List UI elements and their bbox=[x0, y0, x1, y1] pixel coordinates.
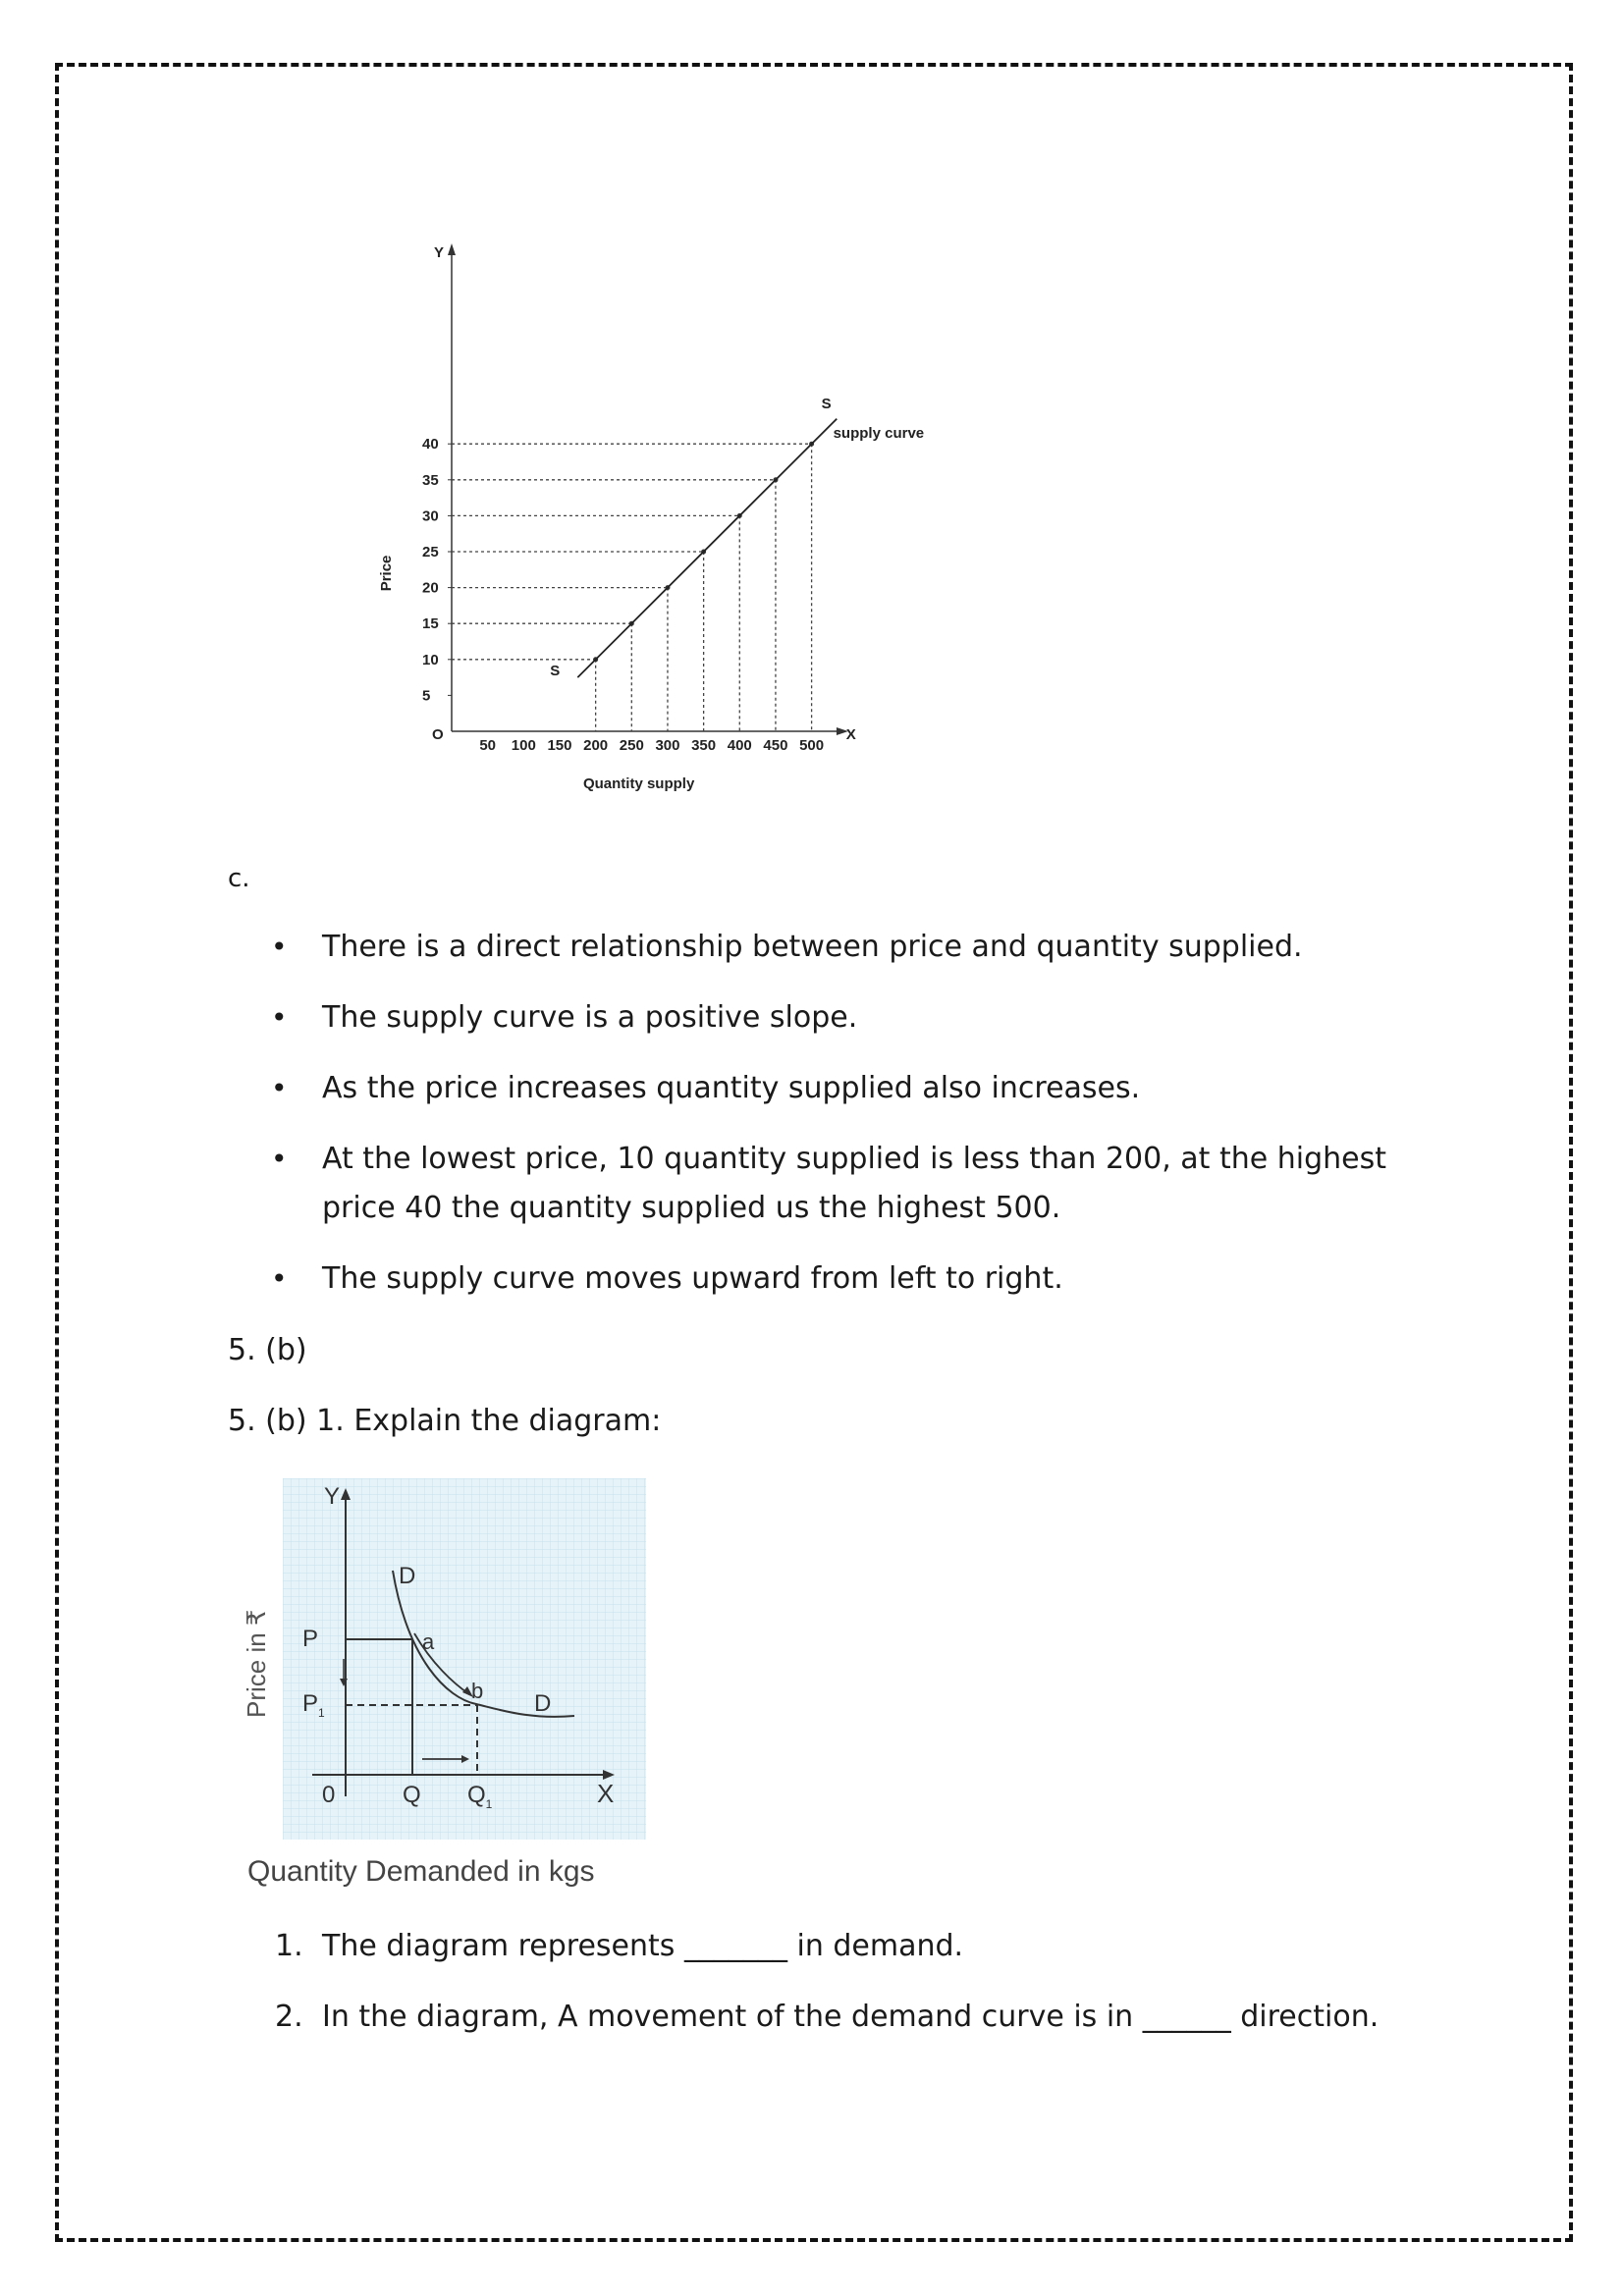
demand-y-axis-title: Price in ₹ bbox=[242, 1609, 271, 1718]
supply-x-letter: X bbox=[845, 726, 856, 743]
bullet-item: • The supply curve is a positive slope. bbox=[265, 993, 1404, 1042]
supply-x-tick-label: 400 bbox=[727, 737, 752, 754]
supply-x-tick-label: 200 bbox=[583, 737, 609, 754]
section-5b-heading: 5. (b) bbox=[228, 1333, 307, 1367]
supply-y-tick-label: 35 bbox=[422, 471, 439, 489]
question-prefix: 5. (b) 1. bbox=[228, 1404, 345, 1438]
qty-q1-sub: 1 bbox=[485, 1797, 493, 1811]
supply-x-tick-label: 300 bbox=[655, 737, 680, 754]
supply-x-tick-label: 150 bbox=[547, 737, 572, 754]
price-p1-main: P bbox=[302, 1690, 319, 1717]
supply-x-tick-label: 250 bbox=[619, 737, 644, 754]
price-p-label: P bbox=[302, 1626, 319, 1652]
question-item-text: In the diagram, A movement of the demand curve is in ______ direction. bbox=[322, 2000, 1380, 2034]
question-text: Explain the diagram: bbox=[353, 1404, 662, 1438]
supply-y-tick-label: 25 bbox=[422, 544, 439, 561]
bullet-item: • At the lowest price, 10 quantity supplied is less than 200, at the highest price 40 the quantity supplied us the highest 500. bbox=[265, 1135, 1404, 1233]
price-p1-sub: 1 bbox=[318, 1706, 325, 1720]
demand-x-axis-title: Quantity Demanded in kgs bbox=[247, 1855, 595, 1888]
demand-diagram bbox=[236, 1463, 668, 1914]
question-number: 2. bbox=[275, 2000, 303, 2034]
question-number: 1. bbox=[275, 1929, 303, 1963]
supply-y-tick-label: 10 bbox=[422, 651, 439, 668]
supply-x-tick-label: 500 bbox=[799, 737, 825, 754]
question-item bbox=[265, 1922, 1404, 1971]
supply-x-tick-label: 50 bbox=[479, 737, 497, 754]
supply-y-arrow bbox=[448, 243, 456, 255]
bullet-item: • There is a direct relationship between price and quantity supplied. bbox=[265, 923, 1404, 972]
qty-q-label: Q bbox=[403, 1782, 421, 1808]
supply-y-letter: Y bbox=[434, 244, 445, 261]
supply-curve-label-low: S bbox=[550, 663, 561, 680]
supply-y-tick-label: 20 bbox=[422, 579, 439, 597]
curve-label-bottom: D bbox=[534, 1690, 552, 1717]
curve-label-top: D bbox=[399, 1563, 416, 1589]
supply-chart bbox=[373, 236, 1159, 815]
supply-y-title: Price bbox=[378, 555, 395, 592]
bullet-item: • As the price increases quantity supplied also increases. bbox=[265, 1064, 1404, 1113]
supply-curve-label-high: S bbox=[821, 396, 832, 413]
question-list bbox=[265, 1922, 1404, 2063]
section-c-bullets bbox=[265, 923, 1404, 1325]
demand-origin: 0 bbox=[322, 1782, 336, 1808]
supply-origin-label: O bbox=[432, 726, 444, 743]
supply-curve-line bbox=[577, 419, 837, 678]
supply-x-tick-label: 350 bbox=[691, 737, 717, 754]
point-a-label: a bbox=[422, 1629, 435, 1654]
question-item bbox=[265, 1993, 1404, 2042]
supply-y-tick-label: 5 bbox=[422, 687, 431, 705]
supply-x-tick-label: 100 bbox=[511, 737, 536, 754]
question-item-text: The diagram represents _______ in demand. bbox=[322, 1929, 964, 1963]
demand-y-letter: Y bbox=[324, 1483, 341, 1510]
section-c-label: c. bbox=[228, 864, 250, 893]
supply-x-title: Quantity supply bbox=[582, 775, 695, 792]
supply-y-tick-label: 15 bbox=[422, 615, 439, 633]
supply-x-tick-label: 450 bbox=[763, 737, 788, 754]
qty-q1-main: Q bbox=[467, 1782, 486, 1808]
bullet-item: • The supply curve moves upward from left to right. bbox=[265, 1255, 1404, 1304]
question-5b1 bbox=[228, 1404, 661, 1438]
supply-y-tick-label: 30 bbox=[422, 507, 439, 525]
demand-x-letter: X bbox=[597, 1779, 615, 1808]
supply-y-tick-label: 40 bbox=[422, 436, 439, 454]
supply-legend-text: supply curve bbox=[833, 425, 925, 443]
point-b-label: b bbox=[471, 1679, 484, 1703]
